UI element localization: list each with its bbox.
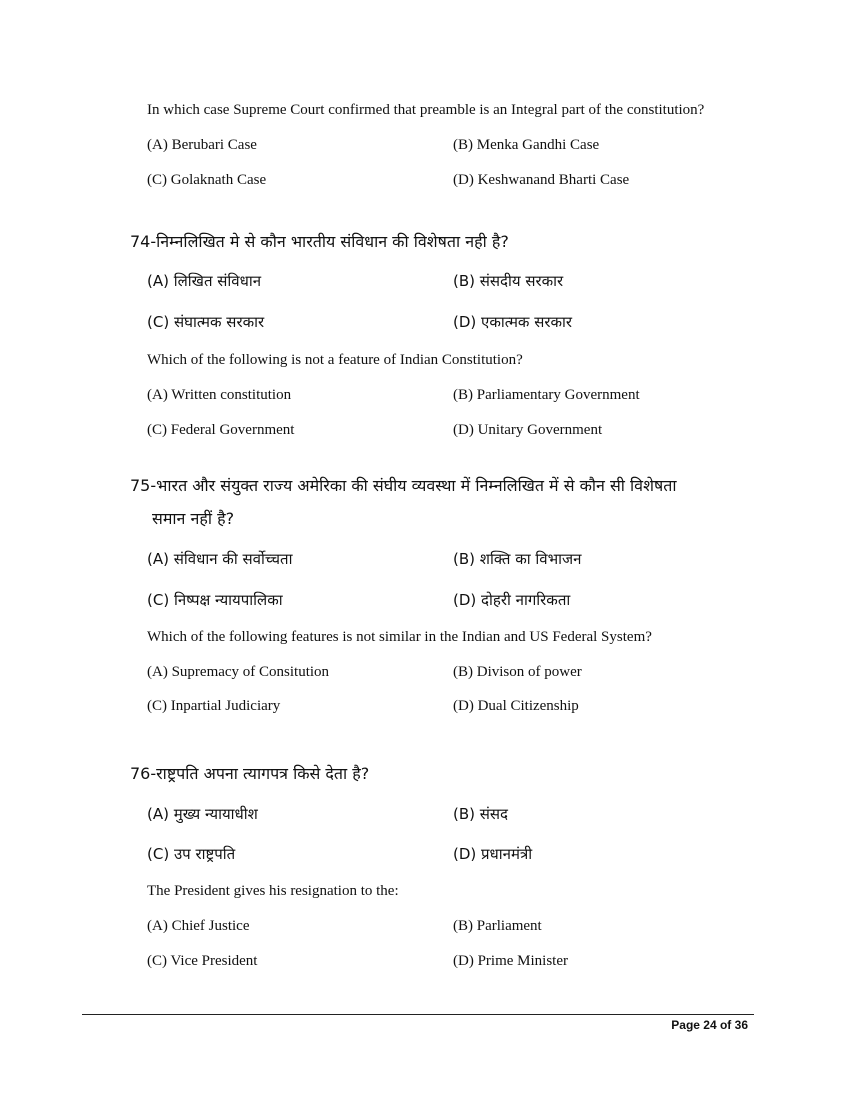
q75-option-d-hi: (D) दोहरी नागरिकता: [453, 591, 571, 609]
q75-option-c-hi: (C) निष्पक्ष न्यायपालिका: [147, 591, 283, 609]
q76-question-en: The President gives his resignation to the:: [147, 883, 399, 899]
q76-option-d-hi: (D) प्रधानमंत्री: [453, 845, 533, 863]
q75-option-b-en: (B) Divison of power: [453, 664, 582, 680]
q73-option-b: (B) Menka Gandhi Case: [453, 137, 600, 153]
q76-option-d-en: (D) Prime Minister: [453, 953, 568, 969]
q75-option-a-hi: (A) संविधान की सर्वोच्चता: [147, 550, 293, 568]
q74-option-c-hi: (C) संघात्मक सरकार: [147, 313, 265, 331]
q76-option-c-hi: (C) उप राष्ट्रपति: [147, 845, 236, 863]
q74-option-a-en: (A) Written constitution: [147, 387, 292, 403]
q75-option-c-en: (C) Inpartial Judiciary: [147, 698, 281, 714]
q76-question-hi: 76-राष्ट्रपति अपना त्यागपत्र किसे देता है?: [130, 764, 370, 783]
q75-question-en: Which of the following features is not similar in the Indian and US Federal System?: [147, 629, 652, 645]
q74-option-c-en: (C) Federal Government: [147, 422, 295, 438]
q75-option-d-en: (D) Dual Citizenship: [453, 698, 579, 714]
q76-option-c-en: (C) Vice President: [147, 953, 258, 969]
q74-option-d-en: (D) Unitary Government: [453, 422, 603, 438]
q76-option-a-en: (A) Chief Justice: [147, 918, 250, 934]
q74-question-en: Which of the following is not a feature of Indian Constitution?: [147, 352, 523, 368]
q73-option-a: (A) Berubari Case: [147, 137, 257, 153]
page-number: Page 24 of 36: [671, 1018, 748, 1032]
q73-option-d: (D) Keshwanand Bharti Case: [453, 172, 630, 188]
q76-option-a-hi: (A) मुख्य न्यायाधीश: [147, 805, 258, 823]
q73-option-c: (C) Golaknath Case: [147, 172, 267, 188]
q74-option-d-hi: (D) एकात्मक सरकार: [453, 313, 573, 331]
q75-option-b-hi: (B) शक्ति का विभाजन: [453, 550, 582, 568]
q73-question-en: In which case Supreme Court confirmed that preamble is an Integral part of the constitution?: [147, 102, 705, 118]
q75-question-hi-line2: समान नहीं है?: [152, 509, 235, 528]
q74-question-hi: 74-निम्नलिखित मे से कौन भारतीय संविधान की विशेषता नही है?: [130, 232, 509, 251]
q74-option-a-hi: (A) लिखित संविधान: [147, 272, 262, 290]
q76-option-b-hi: (B) संसद: [453, 805, 509, 823]
q75-question-hi-line1: 75-भारत और संयुक्त राज्य अमेरिका की संघीय व्यवस्था में निम्नलिखित में से कौन सी विशेषता: [130, 476, 677, 495]
footer-divider: [82, 1014, 754, 1015]
q74-option-b-hi: (B) संसदीय सरकार: [453, 272, 564, 290]
q75-option-a-en: (A) Supremacy of Consitution: [147, 664, 330, 680]
q76-option-b-en: (B) Parliament: [453, 918, 542, 934]
q74-option-b-en: (B) Parliamentary Government: [453, 387, 640, 403]
